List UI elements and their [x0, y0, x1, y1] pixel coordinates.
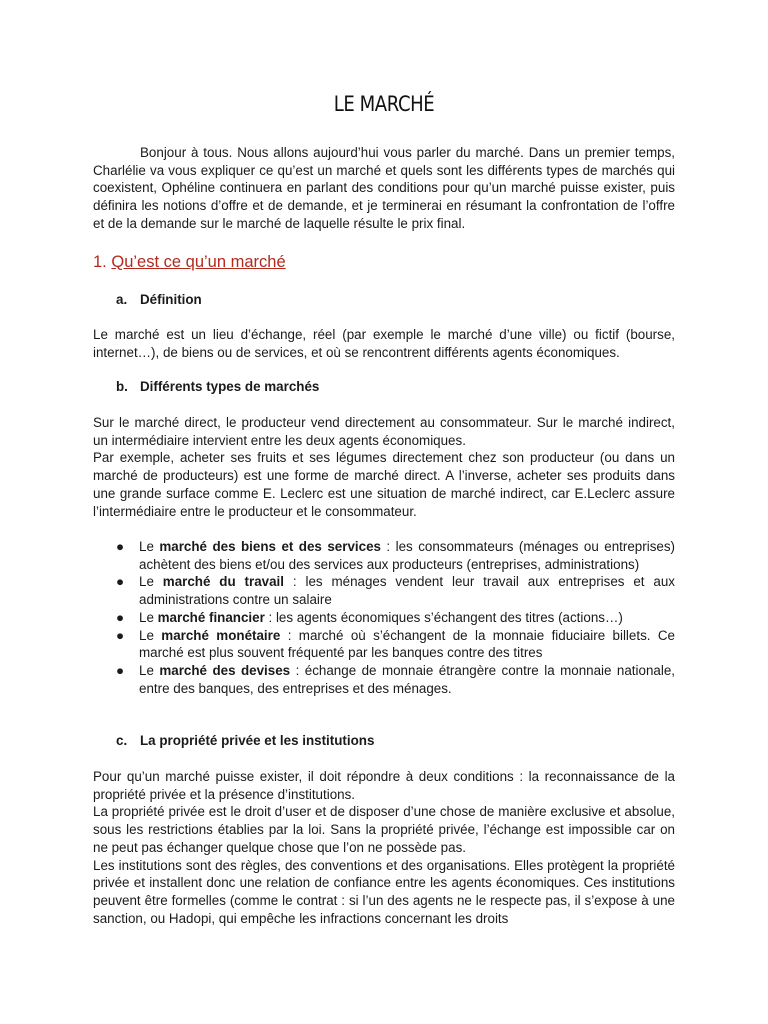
subheading-label: b.: [116, 379, 128, 394]
item-prefix: Le: [139, 609, 158, 625]
institutions-paragraph-part-3: Les institutions sont des règles, des conventions et des organisations. Elles protègent la propriété privée et installent donc une relation de confiance entre les agents économiques. Ces institutions peuvent être formelles (comme le contrat : si l’un des agents ne le respecte pas, il s’expose à une sanction, ou Hadopi, qui empêche les infractions concernant les droits: [93, 857, 675, 926]
subheading-title: Différents types de marchés: [140, 379, 320, 394]
types-paragraph: [93, 414, 675, 520]
list-item: [116, 573, 675, 608]
subheading-title: La propriété privée et les institutions: [140, 733, 375, 748]
list-item: [116, 609, 675, 627]
subheading-label: c.: [116, 733, 128, 748]
item-term: marché monétaire: [161, 627, 281, 643]
list-item: [116, 538, 675, 573]
subheading-institutions: [116, 733, 374, 748]
subheading-label: a.: [116, 292, 128, 307]
bullet-icon: ●: [116, 609, 125, 625]
item-description: : marché où s’échangent de la monnaie fiduciaire billets. Ce marché est plus souvent fréquenté par les banques contre des titres: [139, 627, 675, 661]
market-types-list: [116, 538, 675, 697]
section-number: 1.: [93, 253, 112, 271]
definition-paragraph: Le marché est un lieu d’échange, réel (par exemple le marché d’une ville) ou fictif (bourse, internet…), de biens ou de services, et où se rencontrent différents agents économiques.: [93, 327, 675, 360]
item-description: : échange de monnaie étrangère contre la monnaie nationale, entre des banques, des entreprises et des ménages.: [139, 662, 675, 696]
intro-paragraph: Bonjour à tous. Nous allons aujourd’hui vous parler du marché. Dans un premier temps, Charlélie va vous expliquer ce qu’est un marché et quels sont les différents types de marchés qui coexistent, Ophéline continuera en parlant des conditions pour qu’un marché puisse exister, puis définira les notions d’offre et de demande, et je terminerai en résumant la confrontation de l’offre et de la demande sur le marché de laquelle résulte le prix final.: [93, 145, 675, 231]
types-paragraph-part-1: Sur le marché direct, le producteur vend directement au consommateur. Sur le marché indirect, un intermédiaire intervient entre les deux agents économiques.: [93, 415, 675, 448]
bullet-icon: ●: [116, 574, 125, 590]
section-title-link[interactable]: Qu’est ce qu’un marché: [111, 253, 286, 271]
institutions-paragraph: [93, 768, 675, 927]
item-prefix: Le: [139, 539, 160, 554]
item-prefix: Le: [139, 627, 162, 643]
item-term: marché des biens et des services: [159, 539, 381, 554]
institutions-paragraph-part-2: La propriété privée est le droit d’user et de disposer d’une chose de manière exclusive et absolue, sous les restrictions établies par la loi. Sans la propriété privée, l’échange est impossible car on ne peut pas échanger quelque chose que l’on ne possède pas.: [93, 804, 675, 855]
institutions-paragraph-part-1: Pour qu’un marché puisse exister, il doit répondre à deux conditions : la reconnaissance de la propriété privée et la présence d’institutions.: [93, 769, 675, 802]
subheading-types: [116, 379, 319, 394]
item-description: : les consommateurs (ménages ou entreprises) achètent des biens et/ou des services aux producteurs (entreprises, administrations): [139, 539, 675, 572]
subheading-definition: [116, 292, 202, 307]
bullet-icon: ●: [116, 627, 125, 643]
item-description: : les ménages vendent leur travail aux entreprises et aux administrations contre un salaire: [139, 574, 675, 608]
types-paragraph-part-2: Par exemple, acheter ses fruits et ses légumes directement chez son producteur (ou dans un marché de producteurs) est une forme de marché direct. A l’inverse, acheter ses produits dans une grande surface comme E. Leclerc est une situation de marché indirect, car E.Leclerc assure l’intermédiaire entre le producteur et le consommateur.: [93, 450, 675, 519]
list-item: [116, 627, 675, 662]
bullet-icon: ●: [116, 662, 125, 678]
item-description: : les agents économiques s’échangent des titres (actions…): [264, 609, 623, 625]
item-prefix: Le: [139, 574, 163, 590]
list-item: [116, 662, 675, 697]
item-term: marché financier: [157, 609, 265, 625]
item-prefix: Le: [139, 662, 160, 678]
page-title: LE MARCHÉ: [333, 92, 435, 116]
bullet-icon: ●: [116, 539, 125, 554]
item-term: marché des devises: [159, 662, 291, 678]
section-heading-1: [93, 253, 286, 272]
item-term: marché du travail: [162, 574, 284, 590]
subheading-title: Définition: [140, 292, 202, 307]
